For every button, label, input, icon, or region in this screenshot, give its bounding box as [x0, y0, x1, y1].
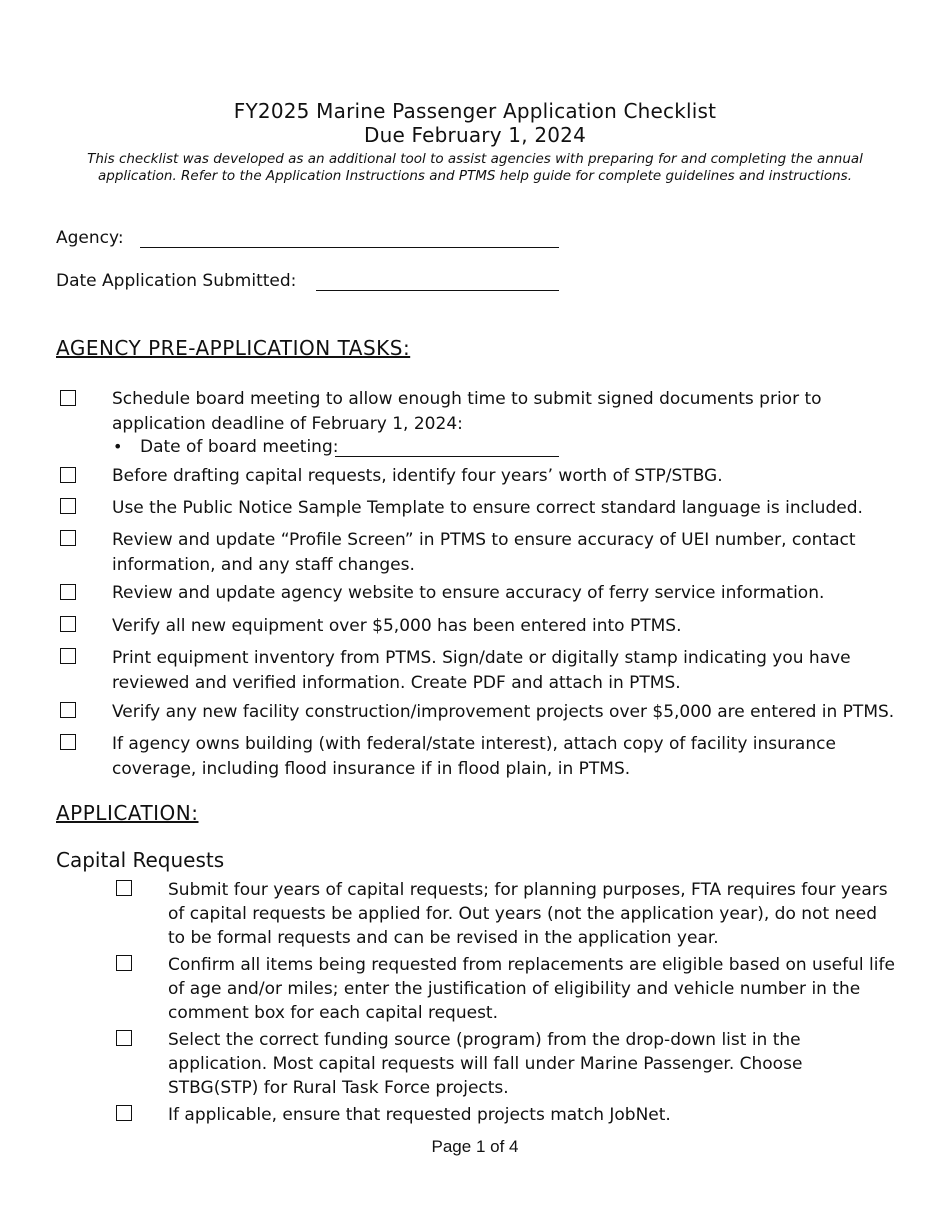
- checkbox[interactable]: [60, 702, 76, 718]
- application-heading: APPLICATION:: [56, 801, 199, 825]
- document-title: FY2025 Marine Passenger Application Checklist: [233, 99, 717, 123]
- pre-app-item-8: Verify any new facility construction/improvement projects over $5,000 are entered in PTMS.: [112, 702, 895, 722]
- checkbox[interactable]: [60, 467, 76, 483]
- capital-item-3: Select the correct funding source (program) from the drop-down list in the application. Most capital requests will fall under Marine Passenger. Choose STBG(STP) for Rural Task Force projects.: [168, 1030, 803, 1098]
- bullet-icon: •: [113, 437, 123, 456]
- capital-item-1: Submit four years of capital requests; for planning purposes, FTA requires four years of capital requests be applied for. Out years (not the application year), do not need to be formal requests and can be revised in the application year.: [168, 880, 888, 948]
- pre-app-item-7: Print equipment inventory from PTMS. Sign/date or digitally stamp indicating you have reviewed and verified information. Create PDF and attach in PTMS.: [112, 648, 851, 693]
- pre-app-item-5: Review and update agency website to ensure accuracy of ferry service information.: [112, 583, 825, 603]
- pre-app-item-2: Before drafting capital requests, identify four years’ worth of STP/STBG.: [112, 466, 723, 486]
- agency-label: Agency:: [56, 228, 124, 248]
- pre-app-item-1: Schedule board meeting to allow enough time to submit signed documents prior to application deadline of February 1, 2024:: [112, 389, 822, 434]
- board-meeting-label: Date of board meeting:: [140, 437, 339, 457]
- capital-requests-heading: Capital Requests: [56, 848, 225, 872]
- board-meeting-date-field[interactable]: [335, 456, 559, 457]
- checkbox[interactable]: [60, 530, 76, 546]
- checkbox[interactable]: [60, 498, 76, 514]
- capital-item-4: If applicable, ensure that requested projects match JobNet.: [168, 1105, 671, 1125]
- checkbox[interactable]: [60, 390, 76, 406]
- checkbox[interactable]: [60, 734, 76, 750]
- pre-application-heading: AGENCY PRE-APPLICATION TASKS:: [56, 336, 411, 360]
- checkbox[interactable]: [116, 1105, 132, 1121]
- pre-app-item-4: Review and update “Profile Screen” in PTMS to ensure accuracy of UEI number, contact information, and any staff changes.: [112, 530, 856, 575]
- capital-item-2: Confirm all items being requested from replacements are eligible based on useful life of age and/or miles; enter the justification of eligibility and vehicle number in the comment box for each capital request.: [168, 955, 895, 1023]
- checkbox[interactable]: [60, 648, 76, 664]
- page-number: Page 1 of 4: [431, 1137, 519, 1156]
- checkbox[interactable]: [116, 955, 132, 971]
- agency-field[interactable]: [140, 247, 559, 248]
- checkbox[interactable]: [116, 1030, 132, 1046]
- intro-text: This checklist was developed as an additional tool to assist agencies with preparing for and completing the annual application. Refer to the Application Instructions and PTMS help guide for complete guidelines and instructions.: [87, 151, 863, 184]
- date-submitted-label: Date Application Submitted:: [56, 271, 297, 291]
- pre-app-item-9: If agency owns building (with federal/state interest), attach copy of facility insurance coverage, including flood insurance if in flood plain, in PTMS.: [112, 734, 836, 779]
- pre-app-item-3: Use the Public Notice Sample Template to ensure correct standard language is included.: [112, 498, 863, 518]
- date-submitted-field[interactable]: [316, 290, 559, 291]
- checkbox[interactable]: [116, 880, 132, 896]
- checkbox[interactable]: [60, 584, 76, 600]
- due-date: Due February 1, 2024: [363, 123, 587, 147]
- pre-app-item-6: Verify all new equipment over $5,000 has been entered into PTMS.: [112, 616, 682, 636]
- checkbox[interactable]: [60, 616, 76, 632]
